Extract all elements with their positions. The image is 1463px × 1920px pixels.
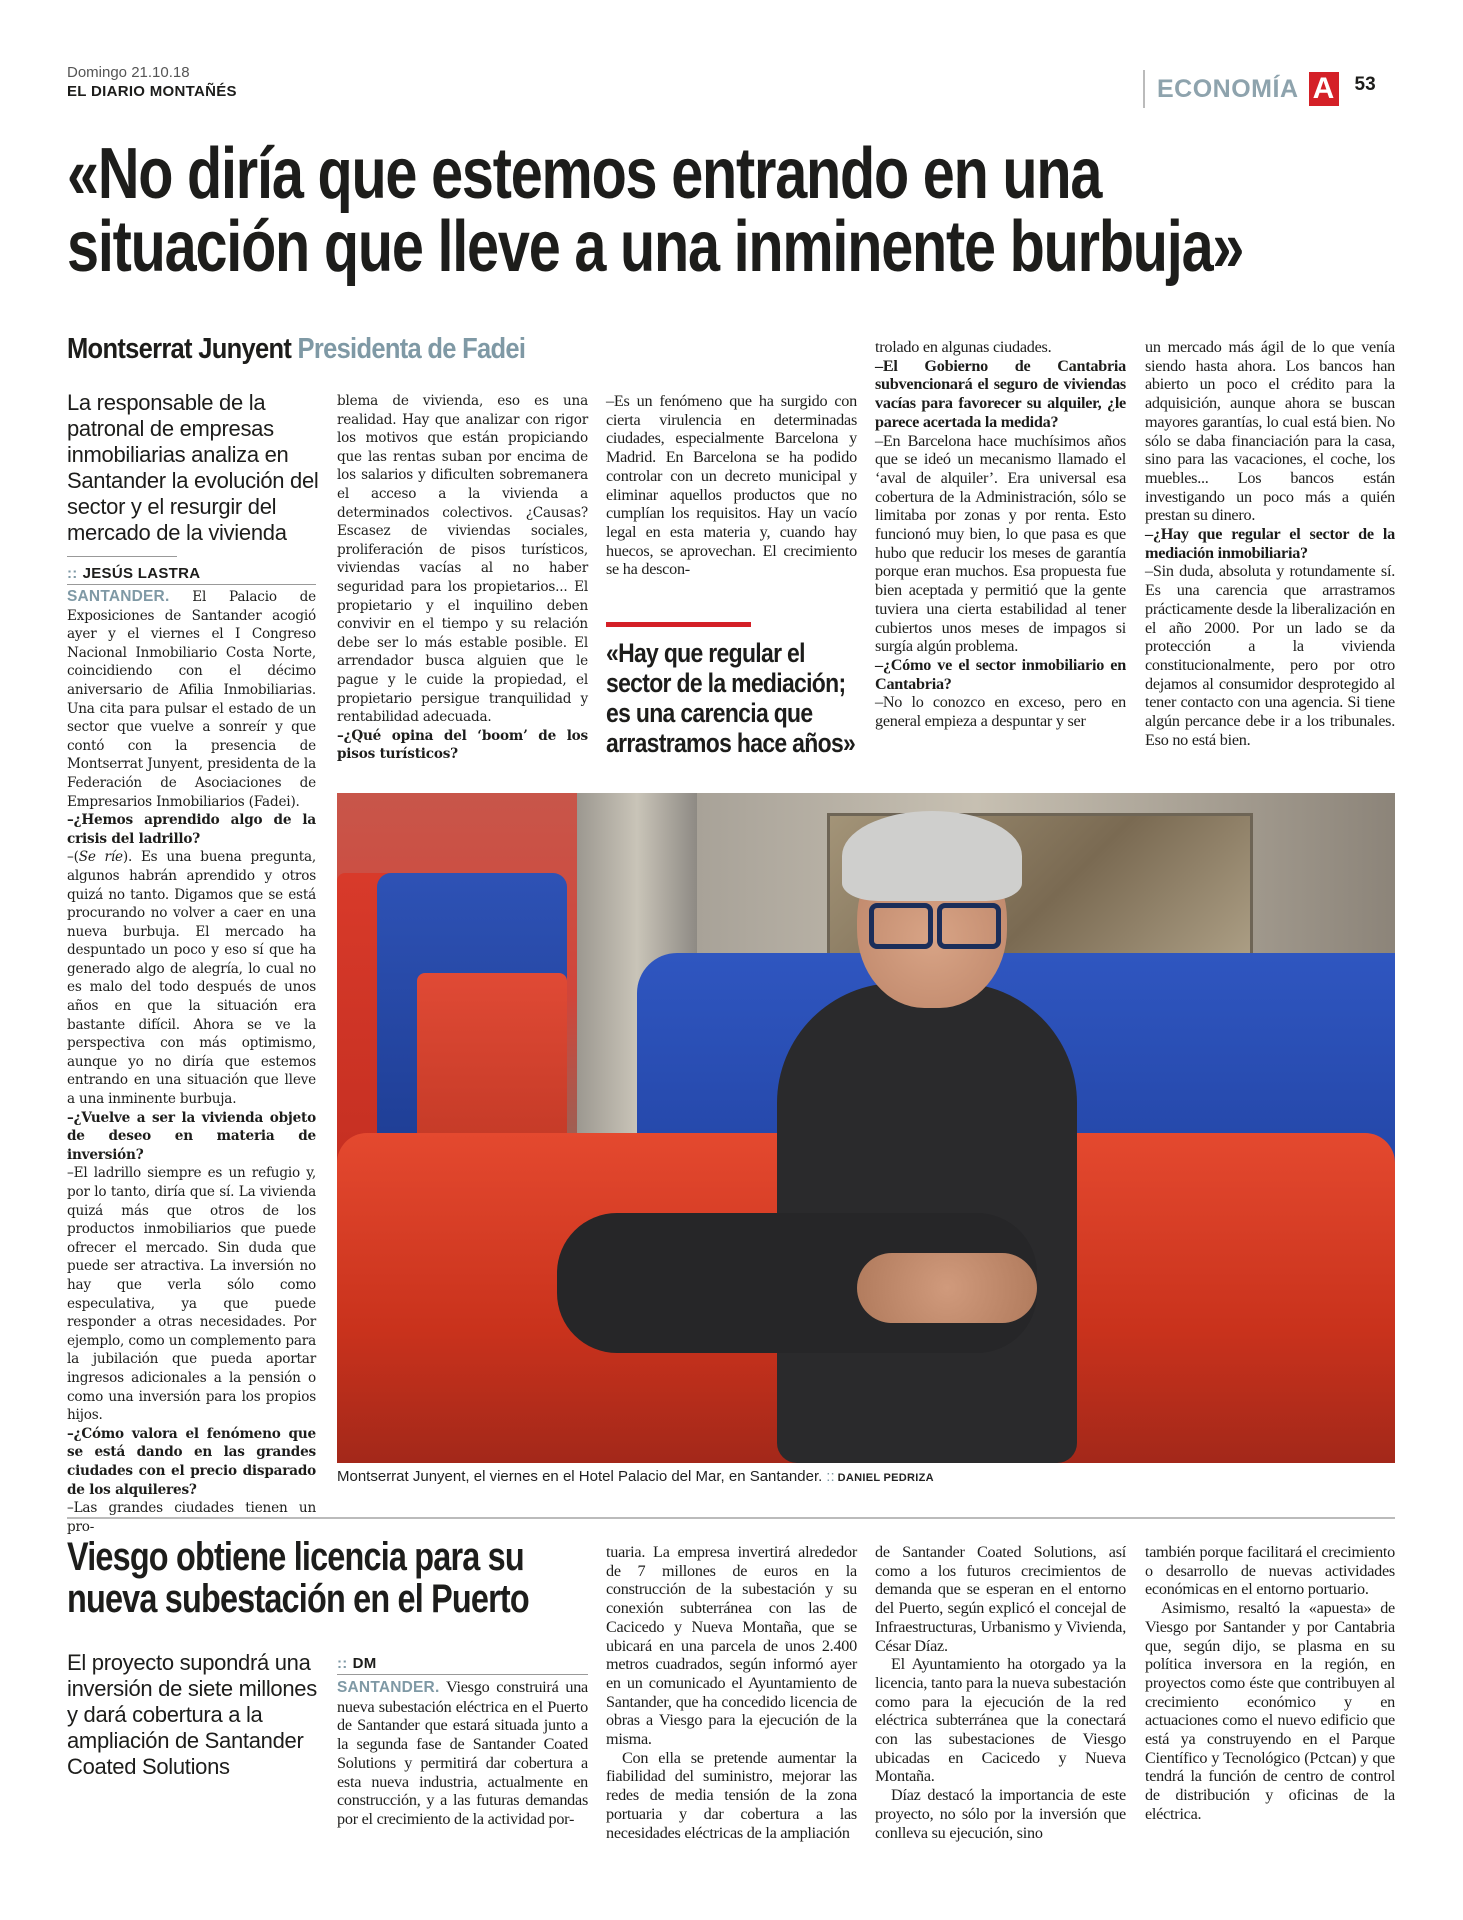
article-column-1 xyxy=(67,588,316,1536)
answer-text: ). Es una buena pregunta, algunos habrán aprendido y otros quizá no tanto. Digamos que se está procurando no volver a caer en una nueva burbuja. El mercado ha despuntado un poco y eso sí que ha generado algo de alegría, lo cual no es malo del todo después de unos años en que la situación era bastante difícil. Ahora se ve la perspectiva con más optimismo, aunque yo no diría que estemos entrando en una situación que lleve a una inminente burbuja. xyxy=(67,849,316,1108)
section-name: ECONOMÍA xyxy=(1157,74,1299,103)
article-photo xyxy=(337,793,1395,1463)
photo-credit: DANIEL PEDRIZA xyxy=(837,1472,934,1484)
interview-answer: un mercado más ágil de lo que venía siendo hasta ahora. Los bancos han abierto un poco el crédito para la adquisición, aunque ahora se buscan mayores garantías, lo cual está bien. No sólo se daba financiación para la casa, sino para las vacaciones, el coche, los muebles... Los bancos están investigando un poco más a quién prestan su dinero. xyxy=(1145,338,1395,525)
interview-question: –¿Cómo valora el fenómeno que se está dando en las grandes ciudades con el precio disparado de los alquileres? xyxy=(67,1425,316,1498)
byline-author: DM xyxy=(352,1655,377,1672)
article-2-lede: El proyecto supondrá una inversión de siete millones y dará cobertura a la ampliación de Santander Coated Solutions xyxy=(67,1650,317,1779)
byline-marker: :: xyxy=(67,565,78,582)
byline-marker: :: xyxy=(337,1655,348,1672)
paragraph: Con ella se pretende aumentar la fiabilidad del suministro, mejorar las redes de media tensión de la zona portuaria y dar cobertura a las necesidades eléctricas de la ampliación xyxy=(606,1748,857,1842)
byline xyxy=(67,565,316,585)
interview-question: –El Gobierno de Cantabria subvencionará el seguro de viviendas vacías para favorecer su alquiler, ¿le parece acertada la medida? xyxy=(875,356,1126,431)
interview-answer: –Es un fenómeno que ha surgido con cierta virulencia en determinadas ciudades, especialmente Barcelona y Madrid. En Barcelona se ha podido controlar con un decreto municipal y eliminar aquellos productos que no cumplían los requisitos. Hay un vacío legal en esta materia y, cuando hay huecos, se aprovechan. El crecimiento se ha descon- xyxy=(606,392,857,579)
dateline: SANTANDER. xyxy=(337,1679,440,1696)
photo-person-hair xyxy=(842,811,1022,901)
paragraph-text: Viesgo construirá una nueva subestación eléctrica en el Puerto de Santander que estará situada junto a la segunda fase de Santander Coated Solutions y permitirá dar cobertura a esta nueva industria, actualmente en construcción, y a las futuras demandas por el crecimiento de la actividad por- xyxy=(337,1678,588,1828)
photo-glasses-right xyxy=(937,903,1001,949)
paragraph: Asimismo, resaltó la «apuesta» de Viesgo por Santander y por Cantabria que, según dijo, se plasma en su política inversora en la región, en proyectos como éste que contribuyen al crecimiento económico y en actuaciones como el nuevo edificio que está ya construyendo en el Parque Científico y Tecnológico (Pctcan) y que tendrá la función de centro de control de distribución y oficinas de la eléctrica. xyxy=(1145,1599,1395,1823)
article-column-2 xyxy=(337,392,588,764)
dateline: SANTANDER. xyxy=(67,588,170,605)
interview-question: –¿Vuelve a ser la vivienda objeto de deseo en materia de inversión? xyxy=(67,1109,316,1163)
interviewee-name: Montserrat Junyent xyxy=(67,333,292,365)
divider xyxy=(67,556,177,557)
interview-answer: –El ladrillo siempre es un refugio y, por lo tanto, diría que sí. La vivienda quizá más que otros de los productos inmobiliarios que puede ofrecer el mercado. Sin duda que puede ser atractiva. La inversión no hay que verla sólo como especulativa, ya que puede responder a otras necesidades. Por ejemplo, como un complemento para la jubilación que pueda aportar ingresos adicionales a la pensión o como una inversión para los propios hijos. xyxy=(67,1165,316,1424)
paragraph xyxy=(337,1678,588,1829)
photo-glasses-left xyxy=(869,903,933,949)
newspaper-name: EL DIARIO MONTAÑÉS xyxy=(67,83,237,100)
interview-question: –¿Hay que regular el sector de la mediación inmobiliaria? xyxy=(1145,525,1395,562)
headline-line-2: situación que lleve a una inminente burbuja» xyxy=(67,207,1244,287)
paragraph: de Santander Coated Solutions, así como a los futuros crecimientos de demanda que se esperan en el entorno del Puerto, según explicó el concejal de Infraestructuras, Urbanismo y Vivienda, César Díaz. xyxy=(875,1543,1126,1655)
interview-answer xyxy=(67,848,316,1108)
article-2-column-4 xyxy=(875,1543,1126,1842)
interview-answer: –No lo conozco en exceso, pero en general empieza a despuntar y ser xyxy=(875,693,1126,731)
pull-quote: «Hay que regular el sector de la mediación; es una carencia que arrastramos hace años» xyxy=(606,638,856,758)
section-header xyxy=(1143,70,1376,108)
interview-answer: –Sin duda, absoluta y rotundamente sí. Es una carencia que arrastramos prácticamente desde la liberalización en el año 2000. Por un lado se da protección a la vivienda constitucionalmente, pero por otro dejamos al consumidor desprotegido al tener contacto con una agencia. Si tiene algún percance debe ir a los tribunales. Eso no está bien. xyxy=(1145,562,1395,749)
paragraph: El Ayuntamiento ha otorgado ya la licencia, tanto para la nueva subestación como para la ejecución de la red eléctrica subterránea que la conectará con las subestaciones de Viesgo ubicadas en Cacicedo y Nueva Montaña. xyxy=(875,1655,1126,1786)
paragraph-text: El Palacio de Exposiciones de Santander acogió ayer y el viernes el I Congreso Nacional Inmobiliario Costa Norte, coincidiendo con el décimo aniversario de Afilia Inmobiliarias. Una cita para pulsar el estado de un sector que vuelve a sonreír y que contó con la presencia de Montserrat Junyent, presidenta de la Federación de Asociaciones de Empresarios Inmobiliarios (Fadei). xyxy=(67,589,316,810)
newspaper-logo: A xyxy=(1309,72,1339,106)
article-2-column-3 xyxy=(606,1543,857,1842)
byline-author: JESÚS LASTRA xyxy=(82,565,201,582)
interview-answer: –En Barcelona hace muchísimos años que se ideó un mecanismo llamado el ‘aval de alquiler’. Era universal esa cobertura de la Administración, sólo se limitaba por zonas y por renta. Esto funcionó muy bien, lo que pasa es que hubo que reducir los meses de garantía porque eran muchos. Esa propuesta fue bien aceptada y permitió que la gente tuviera una cierta estabilidad al tener cubiertos unos meses de impagos si surgía algún problema. xyxy=(875,431,1126,656)
article-column-5 xyxy=(1145,338,1395,749)
photo-caption xyxy=(337,1468,934,1485)
article-divider xyxy=(67,1517,1395,1519)
paragraph: Díaz destacó la importancia de este proyecto, no sólo por la inversión que conlleva su ejecución, sino xyxy=(875,1786,1126,1842)
answer-text: –( xyxy=(67,849,79,866)
article-2-headline: Viesgo obtiene licencia para su nueva subestación en el Puerto xyxy=(67,1535,529,1621)
article-2-column-2 xyxy=(337,1678,588,1829)
paragraph xyxy=(67,588,316,811)
stage-direction: Se ríe xyxy=(78,849,123,866)
interview-question: –¿Hemos aprendido algo de la crisis del ladrillo? xyxy=(67,812,316,847)
credit-marker: :: xyxy=(826,1468,835,1485)
interviewee-role: Presidenta de Fadei xyxy=(297,333,526,365)
issue-date: Domingo 21.10.18 xyxy=(67,64,190,81)
article-2-column-5 xyxy=(1145,1543,1395,1824)
interview-question: –¿Qué opina del ‘boom’ de los pisos turísticos? xyxy=(337,727,588,763)
article-column-4 xyxy=(875,338,1126,731)
photo-person-hands xyxy=(857,1253,1037,1323)
page-number: 53 xyxy=(1354,74,1376,95)
paragraph: tuaria. La empresa invertirá alrededor de 7 millones de euros en la construcción de la subestación y su conexión subterránea con las de Cacicedo y Nueva Montaña, que se ubicará en una parcela de unos 2.400 metros cuadrados, según informó ayer en un comunicado el Ayuntamiento de Santander, que ha concedido licencia de obras a Viesgo para la ejecución de la misma. xyxy=(606,1543,857,1749)
article-lede: La responsable de la patronal de empresas inmobiliarias analiza en Santander la evolución del sector y el resurgir del mercado de la vivienda xyxy=(67,390,319,545)
article-column-3 xyxy=(606,392,857,579)
headline-line-1: «No diría que estemos entrando en una xyxy=(67,134,1102,214)
interview-answer: –Las grandes ciudades tienen un pro- xyxy=(67,1500,316,1535)
interview-answer: trolado en algunas ciudades. xyxy=(875,338,1052,356)
paragraph: también porque facilitará el crecimiento o desarrollo de nuevas actividades económicas en el entorno portuario. xyxy=(1145,1543,1395,1599)
caption-text: Montserrat Junyent, el viernes en el Hotel Palacio del Mar, en Santander. xyxy=(337,1468,823,1485)
interview-answer: blema de vivienda, eso es una realidad. Hay que analizar con rigor los motivos que están propiciando que las rentas suban por encima de los salarios y dificulten sobremanera el acceso a la vivienda a determinados colectivos. ¿Causas? Escasez de viviendas sociales, proliferación de pisos turísticos, viviendas vacías al no haber seguridad para los propietarios... El propietario y el inquilino deben convivir en el tiempo y su relación debe ser lo más estable posible. El arrendador busca alguien que le pague y le cuide la propiedad, el propietario persigue tranquilidad y rentabilidad adecuada. xyxy=(337,393,588,726)
interviewee-heading xyxy=(67,333,525,366)
interview-question: –¿Cómo ve el sector inmobiliario en Cantabria? xyxy=(875,655,1126,693)
pull-quote-rule xyxy=(606,622,751,627)
article-2-byline xyxy=(337,1655,588,1675)
article-headline xyxy=(67,134,1427,287)
